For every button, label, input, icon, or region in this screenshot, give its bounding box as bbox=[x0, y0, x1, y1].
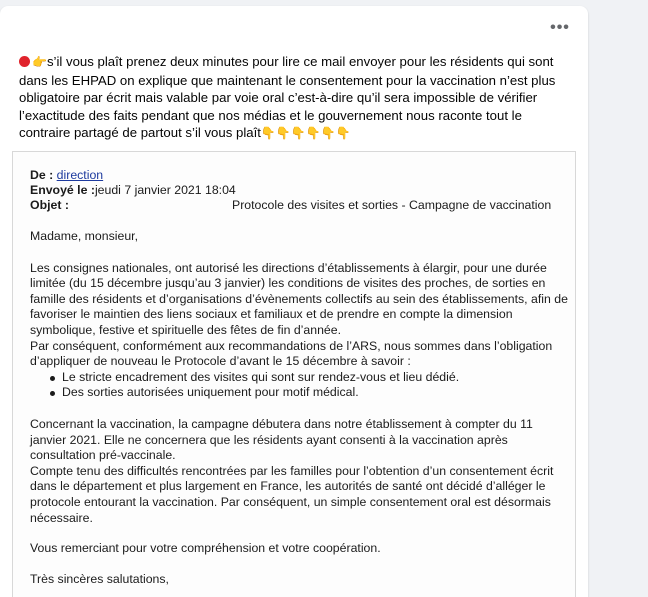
pointing-down-icon: 👇 bbox=[290, 126, 306, 141]
email-from-label: De : bbox=[30, 168, 54, 182]
email-sent-label: Envoyé le : bbox=[30, 183, 95, 197]
email-salutations: Très sincères salutations, bbox=[30, 571, 169, 586]
email-sent-value: jeudi 7 janvier 2021 18:04 bbox=[94, 183, 236, 197]
post-text-main: s’il vous plaît prenez deux minutes pour lire ce mail envoyer pour les résidents qui sont dans les EHPAD on explique que maintenant le consentement pour la vaccination n’est plus obligatoire par écrit mais valable par voie oral c’est-à-dire qu’il sera impossible de vérifier l’exactitude des faits bbox=[19, 54, 556, 123]
email-sent-row bbox=[30, 183, 570, 198]
email-subject-row bbox=[30, 198, 570, 213]
email-bullet-item: Le stricte encadrement des visites qui sont sur rendez-vous et lieu dédié. bbox=[50, 370, 570, 386]
email-thanks: Vous remerciant pour votre compréhension et votre coopération. bbox=[30, 541, 381, 556]
post-text bbox=[19, 53, 564, 143]
email-subject-value: Protocole des visites et sorties - Campagne de vaccination bbox=[232, 198, 552, 212]
more-options-button[interactable]: ••• bbox=[550, 19, 570, 36]
pointing-down-icon: 👇 bbox=[305, 126, 321, 141]
email-bullet-list bbox=[30, 370, 570, 401]
post-text-continuation: pendant que nos médias et le gouvernement nous raconte tout le contraire partagé de partout s’il vous plaît bbox=[19, 107, 522, 141]
email-paragraph-vaccination: Concernant la vaccination, la campagne débutera dans notre établissement à compter du 11 janvier 2021. Elle ne concernera que les résidents ayant consenti à la vaccination après consultation pré-vaccinale. bbox=[30, 416, 533, 463]
email-body bbox=[30, 168, 570, 587]
pointing-down-icon: 👇 bbox=[320, 126, 336, 141]
pointing-right-icon: 👉 bbox=[32, 55, 47, 69]
email-bullet-item: Des sorties autorisées uniquement pour motif médical. bbox=[50, 385, 570, 401]
post-card bbox=[0, 6, 588, 597]
email-subject-label: Objet : bbox=[30, 198, 69, 212]
red-circle-icon bbox=[19, 56, 30, 67]
pointing-down-icon: 👇 bbox=[335, 126, 351, 141]
attached-email-screenshot[interactable] bbox=[12, 151, 576, 597]
email-paragraph-compte: Compte tenu des difficultés rencontrées par les familles pour l’obtention d’un consentement écrit dans le département et plus largement en France, les autorités de santé ont décidé d’alléger le protocole entourant la vaccination. Par conséquent, un simple consentement oral est désormais nécessaire. bbox=[30, 463, 554, 525]
pointing-down-icon: 👇 bbox=[260, 126, 276, 141]
email-from-link[interactable]: direction bbox=[56, 168, 104, 182]
pointing-down-icon: 👇 bbox=[275, 126, 291, 141]
email-paragraph-consequent: Par conséquent, conformément aux recommandations de l’ARS, nous sommes dans l’obligation d’appliquer de nouveau le Protocole d’avant le 15 décembre à savoir : bbox=[30, 338, 553, 369]
email-greeting: Madame, monsieur, bbox=[30, 229, 138, 243]
email-paragraph-consignes: Les consignes nationales, ont autorisé les directions d’établissements à élargir, pour une durée limitée (du 15 décembre jusqu’au 3 janvier) les conditions de visites des proches, de sorties en famille des résidents et d’organisations d’évènements collectifs au sein des établissements, afin de favoriser le maintien des liens sociaux et familiaux et de prendre en compte la dimension symbolique, festive et spirituelle des fêtes de fin d’année. bbox=[30, 260, 568, 337]
email-from-row bbox=[30, 168, 570, 183]
